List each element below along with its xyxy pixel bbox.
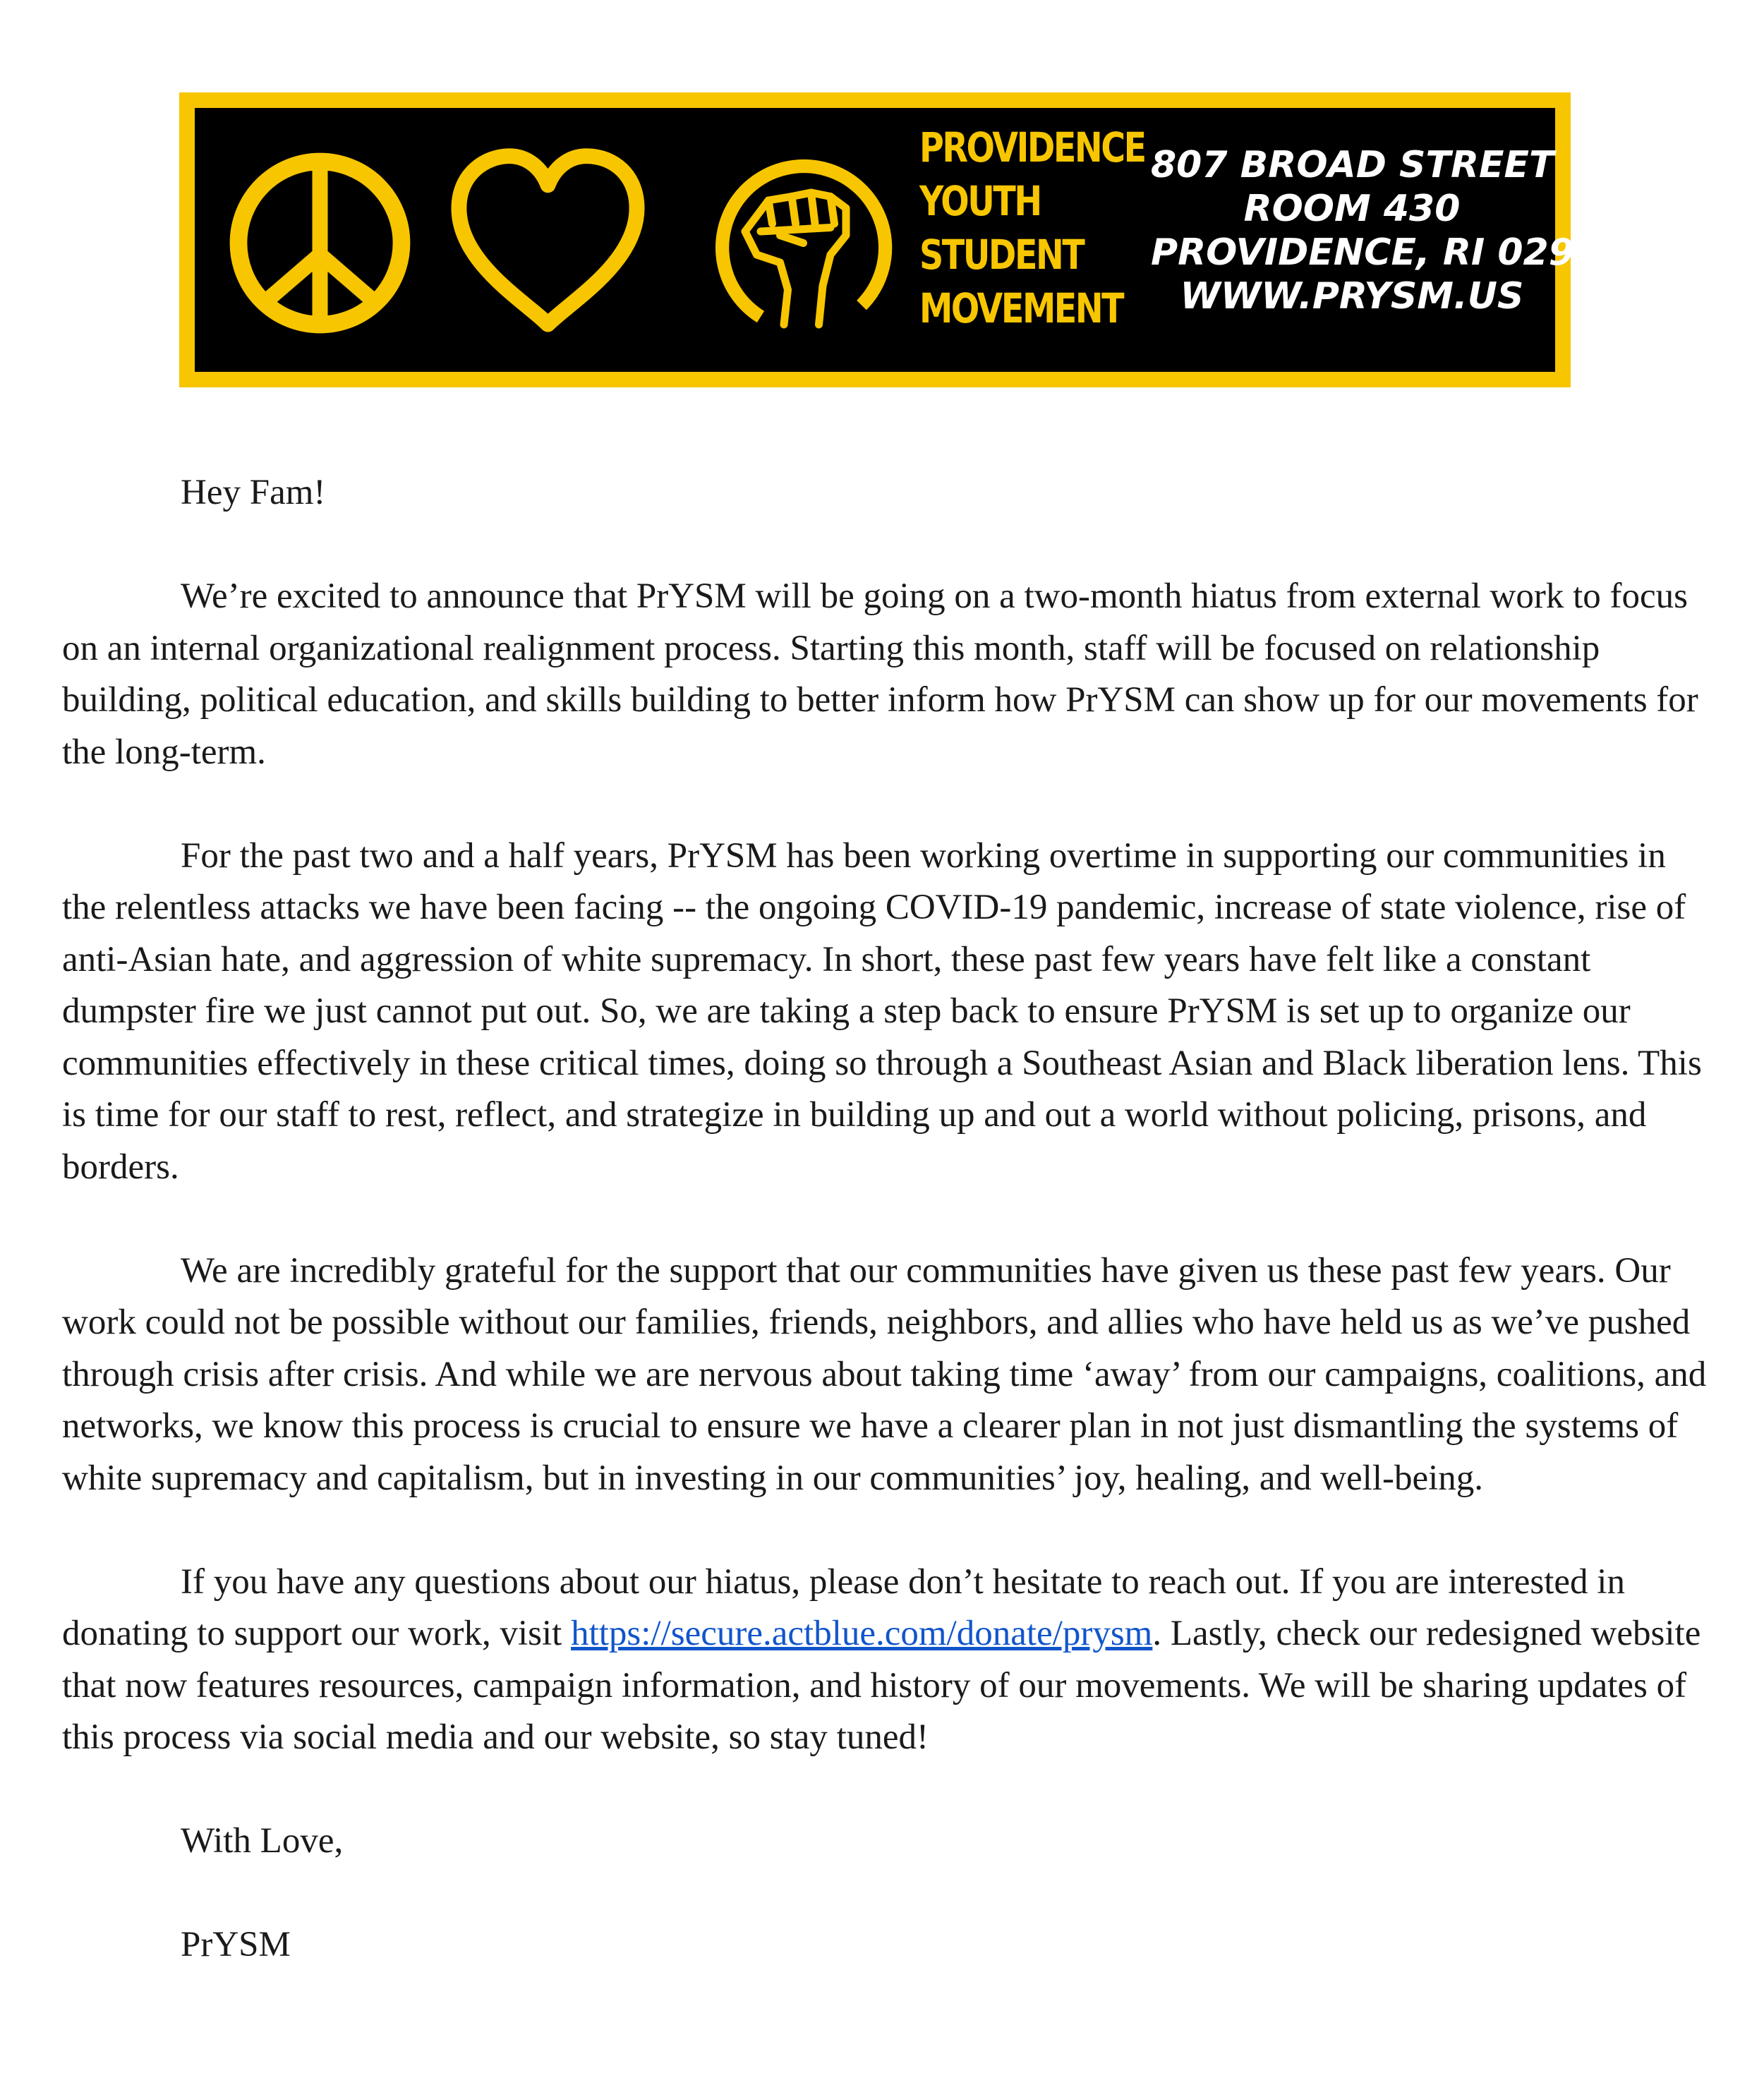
closing: With Love,	[181, 1821, 344, 1861]
letter-body	[62, 467, 1713, 2023]
header-banner	[179, 92, 1626, 387]
address-website[interactable]: WWW.PRYSM.US	[1180, 275, 1524, 318]
donate-link[interactable]: https://secure.actblue.com/donate/prysm	[571, 1614, 1153, 1653]
banner-inner	[195, 108, 1626, 372]
org-address	[1151, 143, 1626, 318]
peace-icon	[223, 146, 417, 340]
address-room: ROOM 430	[1243, 188, 1461, 230]
paragraph-background: For the past two and a half years, PrYSM has been working overtime in supporting our communities in the relentless attacks we have been facing -- the ongoing COVID-19 pandemic, increase of state violence, rise of anti-Asian hate, and aggression of white supremacy. In short, these past few years have felt like a constant dumpster fire we just cannot put out. So, we are taking a step back to ensure PrYSM is set up to organize our communities effectively in these critical times, doing so through a Southeast Asian and Black liberation lens. This is time for our staff to rest, reflect, and strategize in building up and out a world without policing, prisons, and borders.	[62, 835, 1702, 1187]
org-name-line: PROVIDENCE	[919, 123, 1145, 171]
paragraph-hiatus-announcement: We’re excited to announce that PrYSM will be going on a two-month hiatus from external work to focus on an internal organizational realignment process. Starting this month, staff will be focused on relationship building, political education, and skills building to better inform how PrYSM can show up for our movements for the long-term.	[62, 576, 1698, 772]
org-name-line: MOVEMENT	[919, 284, 1123, 332]
signature: PrYSM	[181, 1925, 291, 1964]
org-name-line: STUDENT	[919, 231, 1084, 279]
paragraph-contact	[62, 1557, 1713, 1764]
contact-text-after-link: . Lastly, check our redesigned website that now features resources, campaign information, and history of our movements. We will be sharing updates of this process via social media and our website, so stay tuned!	[62, 1614, 1701, 1757]
contact-text-before-link: If you have any questions about our hiatus, please don’t hesitate to reach out. If you are interested in donating to support our work, visit	[62, 1562, 1625, 1653]
address-street: 807 BROAD STREET	[1151, 144, 1554, 186]
heart-icon	[447, 146, 648, 340]
address-city: PROVIDENCE, RI 02907	[1151, 231, 1626, 274]
org-name-line: YOUTH	[919, 177, 1041, 225]
org-name	[919, 121, 1145, 335]
greeting: Hey Fam!	[181, 473, 326, 512]
paragraph-gratitude: We are incredibly grateful for the support that our communities have given us these past few years. Our work could not be possible without our families, friends, neighbors, and allies who have held us as we’ve pushed through crisis after crisis. And while we are nervous about taking time ‘away’ from our campaigns, coalitions, and networks, we know this process is crucial to ensure we have a clearer plan in not just dismantling the systems of white supremacy and capitalism, but in investing in our communities’ joy, healing, and well-being.	[62, 1250, 1707, 1498]
raised-fist-icon	[697, 146, 902, 340]
